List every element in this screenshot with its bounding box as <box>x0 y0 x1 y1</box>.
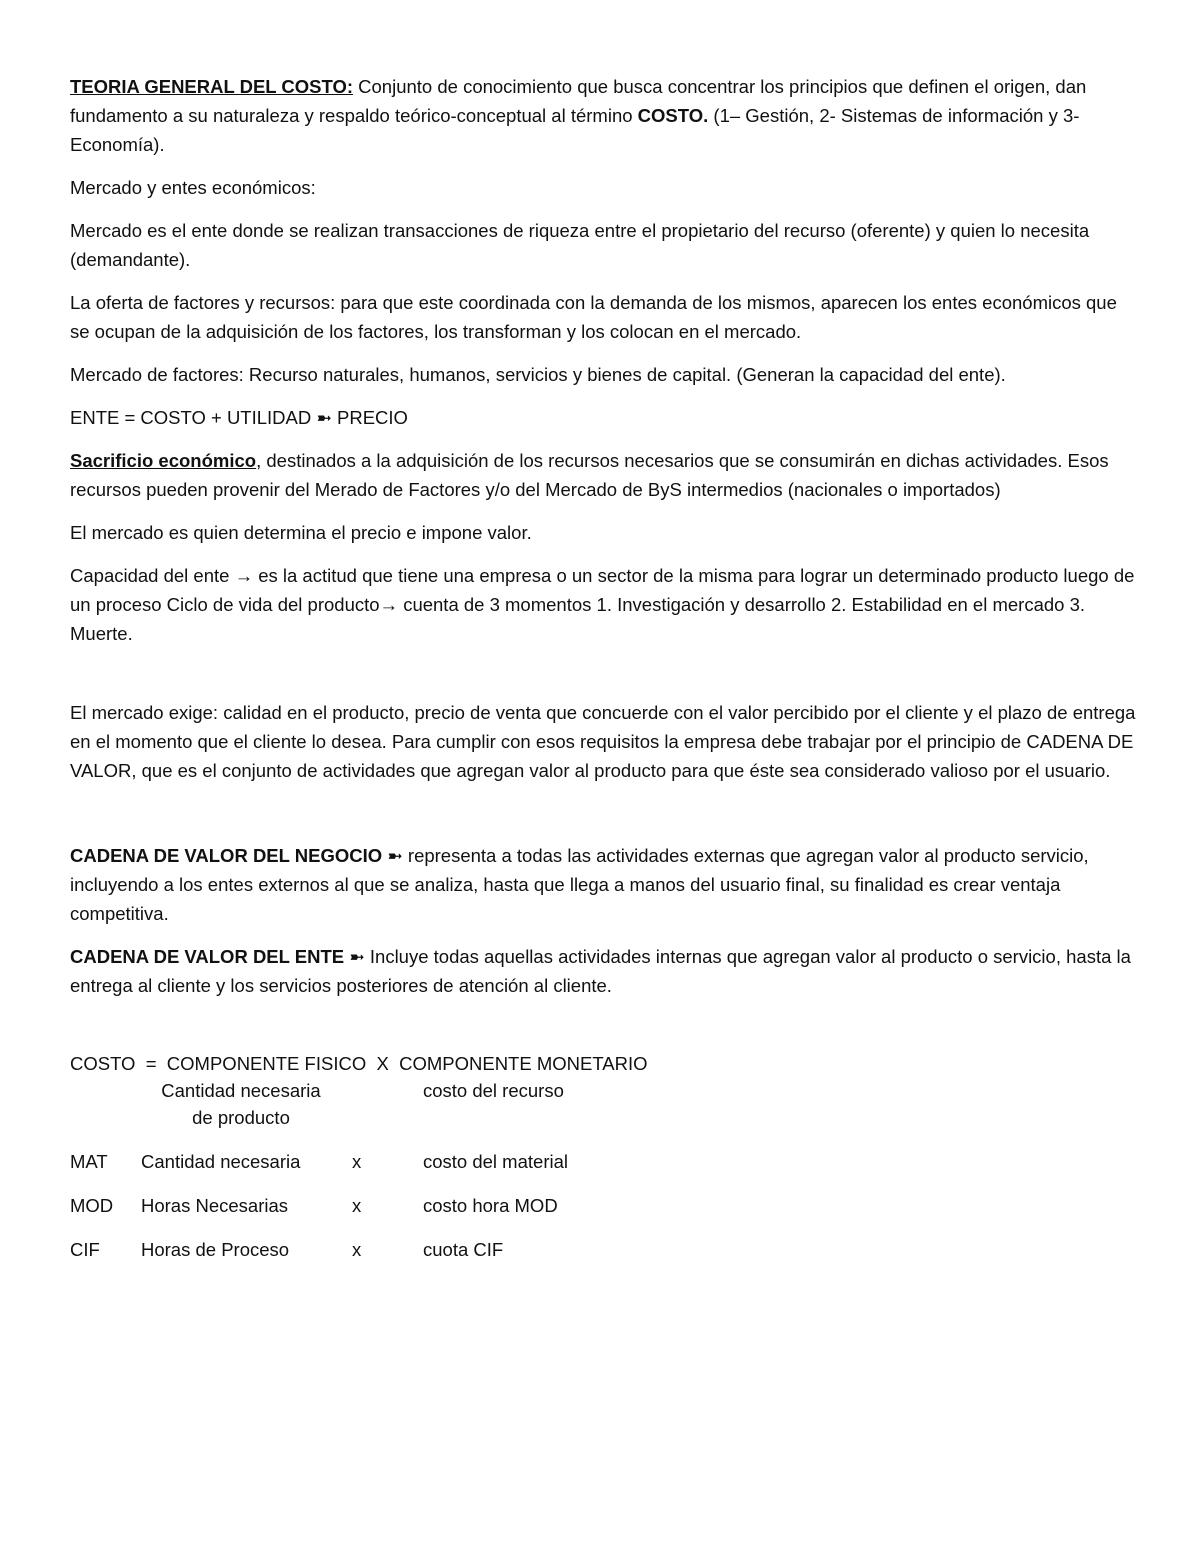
cadena-ente-text: ➼ Incluye todas aquellas actividades internas que agregan valor al producto o servicio, hasta la entrega al cliente y los servicios posteriores de atención al cliente. <box>70 946 1131 996</box>
paragraph-oferta: La oferta de factores y recursos: para que este coordinada con la demanda de los mismos, aparecen los entes económicos que se ocupan de la adquisición de los factores, los transforman y los colocan en el mercado. <box>70 292 1117 342</box>
paragraph-mercado-entes: Mercado y entes económicos: <box>70 177 316 198</box>
row-operator: x <box>352 1239 362 1260</box>
paragraph-cadena-negocio <box>70 841 1136 928</box>
row-qty: Horas de Proceso <box>141 1239 290 1260</box>
table-row <box>70 1192 723 1236</box>
cost-formula-header: COSTO = COMPONENTE FISICO X COMPONENTE MONETARIO <box>70 1053 648 1074</box>
row-code: MAT <box>70 1151 108 1172</box>
intro-text-b: (1– Gestión, 2- Sistemas de información y 3- Economía). <box>70 105 1080 155</box>
paragraph-ente-formula: ENTE = COSTO + UTILIDAD ➼ PRECIO <box>70 407 408 428</box>
cadena-negocio-text: ➼ representa a todas las actividades externas que agregan valor al producto servicio, incluyendo a los entes externos al que se analiza, hasta que llega a manos del usuario final, su finalidad es crear ventaja competitiva. <box>70 845 1089 924</box>
row-cost: cuota CIF <box>423 1239 504 1260</box>
intro-text-a: Conjunto de conocimiento que busca concentrar los principios que definen el origen, dan fundamento a su naturaleza y respaldo teórico-conceptual al término <box>70 76 1087 126</box>
cadena-negocio-label: CADENA DE VALOR DEL NEGOCIO <box>70 845 383 866</box>
cost-formula-section <box>70 1050 1136 1263</box>
row-cost: costo hora MOD <box>423 1195 558 1216</box>
table-row <box>70 1236 723 1263</box>
formula-subheader-row <box>70 1077 723 1148</box>
sacrificio-label: Sacrificio económico <box>70 450 257 471</box>
spacer <box>70 662 1136 698</box>
section-heading: TEORIA GENERAL DEL COSTO: <box>70 76 354 97</box>
paragraph-sacrificio <box>70 446 1136 504</box>
row-operator: x <box>352 1195 362 1216</box>
row-qty: Horas Necesarias <box>141 1195 289 1216</box>
row-qty: Cantidad necesaria <box>141 1151 301 1172</box>
paragraph-mercado-factores: Mercado de factores: Recurso naturales, humanos, servicios y bienes de capital. (Generan la capacidad del ente). <box>70 364 1006 385</box>
cadena-ente-label: CADENA DE VALOR DEL ENTE <box>70 946 345 967</box>
paragraph-mercado-exige: El mercado exige: calidad en el producto, precio de venta que concuerde con el valor percibido por el cliente y el plazo de entrega en el momento que el cliente lo desea. Para cumplir con esos requisitos la empresa debe trabajar por el principio de CADENA DE VALOR, que es el conjunto de actividades que agregan valor al producto para que éste sea considerado valioso por el usuario. <box>70 702 1136 781</box>
paragraph-cadena-ente <box>70 942 1136 1000</box>
row-cost: costo del material <box>423 1151 568 1172</box>
cost-formula-table <box>70 1077 723 1263</box>
row-code: CIF <box>70 1239 100 1260</box>
paragraph-mercado-definicion: Mercado es el ente donde se realizan transacciones de riqueza entre el propietario del recurso (oferente) y quien lo necesita (demandante). <box>70 220 1090 270</box>
intro-paragraph <box>70 72 1136 159</box>
paragraph-precio: El mercado es quien determina el precio e impone valor. <box>70 522 532 543</box>
sub-fisico-label: Cantidad necesaria de producto <box>161 1080 321 1128</box>
row-code: MOD <box>70 1195 114 1216</box>
row-operator: x <box>352 1151 362 1172</box>
sacrificio-text: , destinados a la adquisición de los recursos necesarios que se consumirán en dichas actividades. Esos recursos pueden provenir del Merado de Factores y/o del Mercado de ByS intermedios (nacionales o importados) <box>70 450 1109 500</box>
sub-monetario-label: costo del recurso <box>423 1080 564 1101</box>
table-row <box>70 1148 723 1192</box>
spacer <box>70 799 1136 841</box>
spacer <box>70 1014 1136 1050</box>
term-costo: COSTO. <box>637 105 709 126</box>
paragraph-capacidad: Capacidad del ente → es la actitud que tiene una empresa o un sector de la misma para lograr un determinado producto luego de un proceso Ciclo de vida del producto→ cuenta de 3 momentos 1. Investigación y desarrollo 2. Estabilidad en el mercado 3. Muerte. <box>70 565 1135 644</box>
